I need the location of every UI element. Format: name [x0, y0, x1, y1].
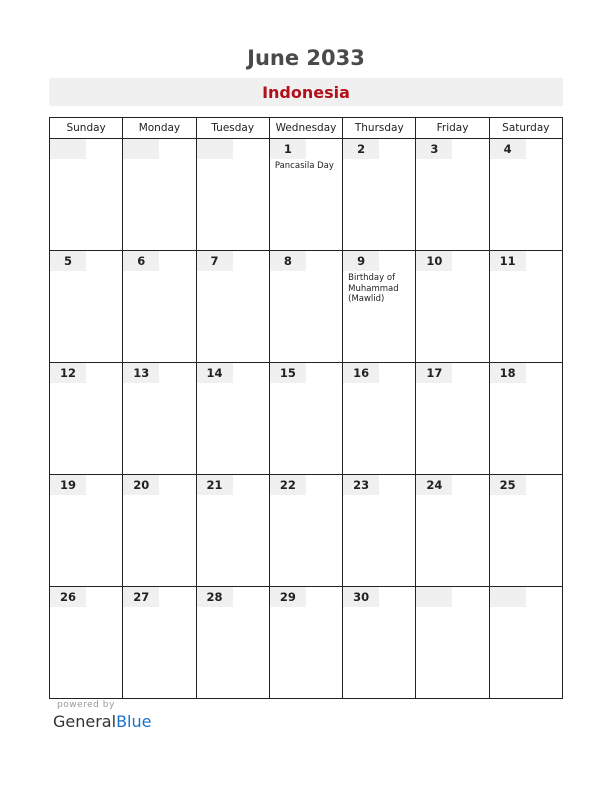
holiday-label: [50, 495, 122, 497]
day-number: 15: [270, 363, 306, 383]
day-number: [490, 587, 526, 607]
holiday-label: [197, 495, 269, 497]
holiday-label: [270, 383, 342, 385]
brand-general: General: [53, 712, 117, 731]
day-number: 25: [490, 475, 526, 495]
day-number: 20: [123, 475, 159, 495]
day-cell: [196, 251, 269, 363]
day-number: 9: [343, 251, 379, 271]
day-cell: [489, 251, 562, 363]
holiday-label: [490, 159, 562, 161]
day-cell: [269, 251, 342, 363]
brand-blue: Blue: [116, 712, 152, 731]
day-cell: [123, 251, 196, 363]
day-cell: [269, 587, 342, 699]
day-cell: [50, 139, 123, 251]
day-cell: [416, 251, 489, 363]
day-number: 23: [343, 475, 379, 495]
weekday-saturday: Saturday: [489, 118, 562, 139]
day-cell: [269, 475, 342, 587]
day-number: 11: [490, 251, 526, 271]
day-cell: [269, 139, 342, 251]
holiday-label: Pancasila Day: [274, 161, 334, 171]
day-cell: [196, 139, 269, 251]
day-number: 17: [416, 363, 452, 383]
holiday-label: [123, 159, 195, 161]
day-cell: [416, 475, 489, 587]
week-row: [50, 139, 563, 251]
day-number: 29: [270, 587, 306, 607]
holiday-label: [416, 159, 488, 161]
day-number: 16: [343, 363, 379, 383]
day-number: 26: [50, 587, 86, 607]
day-number: 4: [490, 139, 526, 159]
day-number: 30: [343, 587, 379, 607]
holiday-label: [197, 383, 269, 385]
holiday-label: [343, 495, 415, 497]
day-number: 3: [416, 139, 452, 159]
weekday-sunday: Sunday: [50, 118, 123, 139]
weekday-monday: Monday: [123, 118, 196, 139]
holiday-label: [50, 159, 122, 161]
day-cell: [196, 363, 269, 475]
day-cell: [196, 475, 269, 587]
holiday-label: [50, 271, 122, 273]
country-name: Indonesia: [262, 83, 350, 102]
holiday-label: [50, 383, 122, 385]
holiday-label: [343, 383, 415, 385]
weekday-header-row: [50, 118, 563, 139]
day-number: [50, 139, 86, 159]
day-cell: [416, 139, 489, 251]
holiday-label: [416, 383, 488, 385]
holiday-label: [343, 607, 415, 609]
day-cell: [343, 251, 416, 363]
week-row: [50, 475, 563, 587]
holiday-label: [416, 271, 488, 273]
holiday-label: [490, 271, 562, 273]
day-number: [123, 139, 159, 159]
day-cell: [416, 587, 489, 699]
holiday-label: [123, 607, 195, 609]
holiday-label: [490, 383, 562, 385]
holiday-label: [343, 159, 415, 161]
holiday-label: [123, 271, 195, 273]
day-number: 8: [270, 251, 306, 271]
day-cell: [123, 363, 196, 475]
day-number: 22: [270, 475, 306, 495]
holiday-label: [270, 495, 342, 497]
day-number: 10: [416, 251, 452, 271]
holiday-label: [270, 271, 342, 273]
day-number: 1: [270, 139, 306, 159]
day-cell: [123, 475, 196, 587]
day-number: 28: [197, 587, 233, 607]
day-number: 18: [490, 363, 526, 383]
day-cell: [50, 363, 123, 475]
week-row: [50, 587, 563, 699]
day-number: 13: [123, 363, 159, 383]
day-cell: [50, 251, 123, 363]
day-cell: [343, 363, 416, 475]
footer-branding: [53, 700, 151, 731]
day-number: 27: [123, 587, 159, 607]
day-number: 24: [416, 475, 452, 495]
weekday-thursday: Thursday: [343, 118, 416, 139]
day-number: 7: [197, 251, 233, 271]
holiday-label: Birthday of Muhammad (Mawlid): [348, 273, 399, 304]
day-number: 19: [50, 475, 86, 495]
day-cell: [50, 475, 123, 587]
day-cell: [416, 363, 489, 475]
holiday-label: [123, 495, 195, 497]
day-cell: [343, 587, 416, 699]
weekday-tuesday: Tuesday: [196, 118, 269, 139]
day-cell: [489, 587, 562, 699]
holiday-label: [416, 495, 488, 497]
weekday-friday: Friday: [416, 118, 489, 139]
powered-by-label: powered by: [57, 700, 115, 710]
day-cell: [269, 363, 342, 475]
day-number: 2: [343, 139, 379, 159]
day-cell: [123, 139, 196, 251]
weekday-wednesday: Wednesday: [269, 118, 342, 139]
day-number: 14: [197, 363, 233, 383]
day-number: [416, 587, 452, 607]
day-cell: [343, 475, 416, 587]
day-cell: [196, 587, 269, 699]
day-cell: [489, 363, 562, 475]
day-cell: [489, 139, 562, 251]
month-calendar: [49, 117, 563, 699]
day-number: 12: [50, 363, 86, 383]
calendar-title: June 2033: [247, 46, 365, 70]
holiday-label: [490, 607, 562, 609]
day-number: 6: [123, 251, 159, 271]
holiday-label: [197, 159, 269, 161]
day-cell: [50, 587, 123, 699]
week-row: [50, 363, 563, 475]
day-cell: [123, 587, 196, 699]
week-row: [50, 251, 563, 363]
generalblue-logo[interactable]: [53, 712, 151, 731]
holiday-label: [197, 607, 269, 609]
day-number: 21: [197, 475, 233, 495]
country-banner: [49, 78, 563, 106]
day-cell: [489, 475, 562, 587]
holiday-label: [490, 495, 562, 497]
day-cell: [343, 139, 416, 251]
holiday-label: [416, 607, 488, 609]
holiday-label: [50, 607, 122, 609]
day-number: 5: [50, 251, 86, 271]
day-number: [197, 139, 233, 159]
holiday-label: [123, 383, 195, 385]
holiday-label: [197, 271, 269, 273]
holiday-label: [270, 607, 342, 609]
